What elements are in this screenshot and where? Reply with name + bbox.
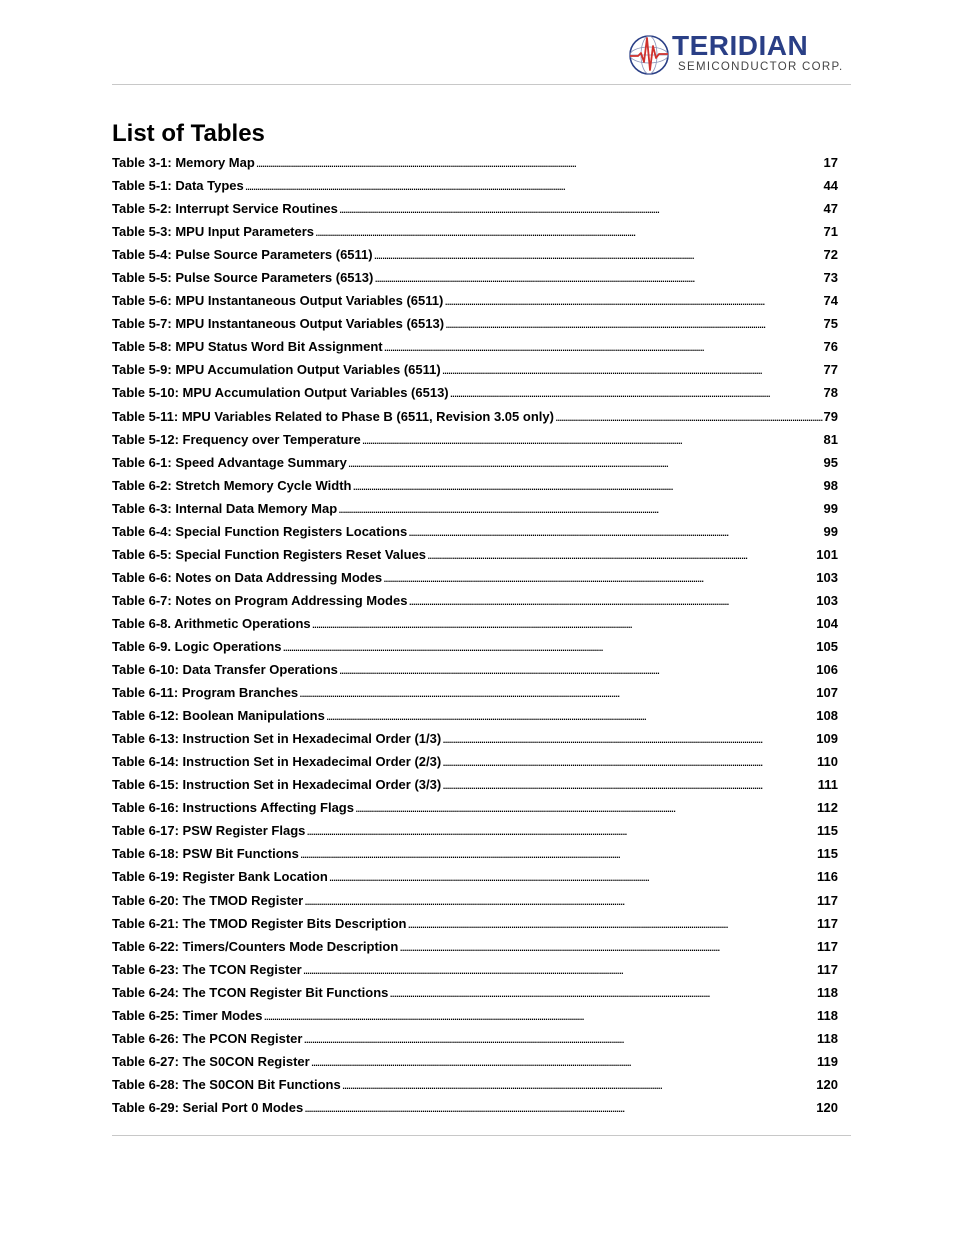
toc-entry-label: Table 6-6: Notes on Data Addressing Modes	[112, 569, 383, 585]
toc-entry-page-number: 81	[823, 431, 838, 447]
toc-entry[interactable]	[112, 819, 838, 842]
toc-entry-page-number: 107	[816, 685, 838, 701]
toc-entry-label: Table 5-5: Pulse Source Parameters (6513)	[112, 270, 374, 286]
dot-leader	[312, 616, 816, 631]
toc-entry-page-number: 117	[817, 915, 838, 931]
dot-leader	[306, 823, 816, 838]
toc-entry[interactable]	[112, 750, 838, 773]
footer-rule	[112, 1135, 851, 1136]
logo-name: TERIDIAN	[672, 30, 809, 61]
dot-leader	[442, 754, 816, 769]
dot-leader	[389, 985, 816, 1000]
toc-entry-page-number: 77	[823, 362, 838, 378]
toc-entry-label: Table 6-9. Logic Operations	[112, 639, 282, 654]
toc-entry[interactable]	[112, 151, 838, 174]
toc-entry-label: Table 5-6: MPU Instantaneous Output Variables (6511)	[112, 293, 444, 309]
dot-leader	[555, 409, 823, 424]
toc-entry-page-number: 115	[817, 823, 838, 839]
dot-leader	[311, 1054, 816, 1069]
toc-entry[interactable]	[112, 405, 838, 428]
toc-entry-page-number: 99	[823, 500, 838, 516]
toc-entry[interactable]	[112, 451, 838, 474]
toc-entry[interactable]	[112, 174, 838, 197]
page-title: List of Tables	[112, 120, 265, 147]
dot-leader	[445, 316, 822, 331]
toc-entry-label: Table 6-10: Data Transfer Operations	[112, 662, 338, 678]
toc-entry-page-number: 120	[816, 1099, 838, 1115]
toc-entry-page-number: 79	[823, 408, 838, 424]
toc-entry[interactable]	[112, 266, 838, 289]
toc-entry[interactable]	[112, 981, 838, 1004]
toc-entry[interactable]	[112, 381, 838, 404]
dot-leader	[442, 362, 823, 377]
toc-entry-page-number: 109	[816, 731, 838, 747]
dot-leader	[329, 869, 816, 884]
toc-entry-page-number: 106	[816, 662, 838, 678]
dot-leader	[362, 432, 823, 447]
dot-leader	[303, 962, 816, 977]
toc-entry-page-number: 99	[823, 523, 838, 539]
toc-entry[interactable]	[112, 589, 838, 612]
toc-entry-label: Table 5-9: MPU Accumulation Output Variables (6511)	[112, 362, 441, 378]
toc-entry-label: Table 6-8. Arithmetic Operations	[112, 615, 311, 631]
dot-leader	[374, 247, 823, 262]
toc-entry-page-number: 47	[823, 201, 838, 217]
toc-entry-label: Table 5-4: Pulse Source Parameters (6511)	[112, 247, 373, 263]
toc-entry-label: Table 6-4: Special Function Registers Locations	[112, 523, 408, 539]
toc-entry-page-number: 108	[816, 708, 838, 724]
dot-leader	[304, 893, 816, 908]
dot-leader	[355, 800, 816, 815]
dot-leader	[315, 224, 822, 239]
toc-entry-page-number: 71	[823, 224, 838, 240]
toc-entry-page-number: 118	[817, 1030, 838, 1046]
dot-leader	[444, 293, 822, 308]
teridian-logo	[628, 30, 844, 78]
toc-entry-page-number: 73	[823, 270, 838, 286]
dot-leader	[352, 478, 822, 493]
toc-entry[interactable]	[112, 335, 838, 358]
dot-leader	[442, 731, 815, 746]
dot-leader	[450, 385, 823, 400]
dot-leader	[303, 1031, 816, 1046]
toc-entry[interactable]	[112, 543, 838, 566]
toc-entry[interactable]	[112, 658, 838, 681]
toc-entry-label: Table 5-12: Frequency over Temperature	[112, 431, 361, 447]
toc-entry-page-number: 118	[817, 984, 838, 1000]
toc-entry-label: Table 6-2: Stretch Memory Cycle Width	[112, 477, 352, 493]
toc-entry-label: Table 6-14: Instruction Set in Hexadecimal Order (2/3)	[112, 754, 442, 770]
toc-entry-page-number: 104	[816, 615, 838, 631]
toc-entry-page-number: 111	[817, 777, 838, 793]
toc-entry[interactable]	[112, 842, 838, 865]
toc-entry[interactable]	[112, 935, 838, 958]
toc-entry-label: Table 6-25: Timer Modes	[112, 1007, 263, 1023]
toc-entry-label: Table 5-1: Data Types	[112, 178, 244, 194]
dot-leader	[339, 201, 823, 216]
toc-entry[interactable]	[112, 681, 838, 704]
toc-entry-label: Table 6-23: The TCON Register	[112, 961, 302, 977]
toc-entry-label: Table 6-24: The TCON Register Bit Functions	[112, 984, 389, 1000]
toc-entry[interactable]	[112, 912, 838, 935]
toc-entry-label: Table 5-11: MPU Variables Related to Phase B (6511, Revision 3.05 only)	[112, 408, 554, 424]
toc-entry-page-number: 117	[817, 938, 838, 954]
toc-entry-page-number: 116	[817, 869, 838, 885]
toc-entry[interactable]	[112, 312, 838, 335]
dot-leader	[339, 662, 815, 677]
dot-leader	[407, 916, 816, 931]
toc-entry-page-number: 76	[823, 339, 838, 355]
toc-entry-label: Table 5-2: Interrupt Service Routines	[112, 201, 338, 217]
toc-entry[interactable]	[112, 520, 838, 543]
toc-entry[interactable]	[112, 1073, 838, 1096]
toc-entry[interactable]	[112, 197, 838, 220]
toc-entry-page-number: 110	[817, 754, 838, 770]
dot-leader	[442, 777, 817, 792]
toc-entry-label: Table 6-28: The S0CON Bit Functions	[112, 1076, 341, 1092]
toc-entry-page-number: 44	[823, 178, 838, 194]
dot-leader	[326, 708, 815, 723]
toc-entry-label: Table 6-22: Timers/Counters Mode Description	[112, 938, 399, 954]
toc-entry[interactable]	[112, 1050, 838, 1073]
toc-entry-label: Table 6-7: Notes on Program Addressing Modes	[112, 592, 408, 608]
toc-entry-label: Table 6-29: Serial Port 0 Modes	[112, 1099, 304, 1115]
list-of-tables	[112, 151, 838, 1119]
toc-entry-label: Table 6-1: Speed Advantage Summary	[112, 454, 347, 470]
toc-entry-page-number: 117	[817, 961, 838, 977]
toc-entry[interactable]	[112, 796, 838, 819]
toc-entry[interactable]	[112, 1027, 838, 1050]
dot-leader	[304, 1100, 815, 1115]
toc-entry-label: Table 6-27: The S0CON Register	[112, 1053, 310, 1069]
dot-leader	[256, 155, 823, 170]
toc-entry-page-number: 103	[816, 592, 838, 608]
toc-entry-label: Table 6-17: PSW Register Flags	[112, 823, 306, 839]
toc-entry[interactable]	[112, 958, 838, 981]
toc-entry-label: Table 6-11: Program Branches	[112, 685, 299, 701]
toc-entry-page-number: 75	[823, 316, 838, 332]
toc-entry[interactable]	[112, 704, 838, 727]
toc-entry-page-number: 117	[817, 892, 838, 908]
toc-entry[interactable]	[112, 358, 838, 381]
toc-entry-label: Table 6-18: PSW Bit Functions	[112, 846, 299, 862]
toc-entry-label: Table 6-3: Internal Data Memory Map	[112, 500, 338, 516]
toc-entry-label: Table 6-5: Special Function Registers Reset Values	[112, 546, 427, 562]
dot-leader	[408, 524, 822, 539]
toc-entry-page-number: 119	[817, 1053, 838, 1069]
dot-leader	[384, 339, 823, 354]
toc-entry-page-number: 72	[823, 247, 838, 263]
dot-leader	[283, 639, 816, 654]
toc-entry[interactable]	[112, 566, 838, 589]
toc-entry[interactable]	[112, 497, 838, 520]
toc-entry[interactable]	[112, 428, 838, 451]
toc-entry-page-number: 112	[817, 800, 838, 816]
toc-entry-label: Table 6-16: Instructions Affecting Flags	[112, 800, 354, 816]
dot-leader	[427, 547, 815, 562]
dot-leader	[338, 501, 822, 516]
dot-leader	[245, 178, 823, 193]
logo-subtitle: SEMICONDUCTOR CORP.	[678, 61, 844, 73]
toc-entry[interactable]	[112, 220, 838, 243]
dot-leader	[399, 939, 816, 954]
toc-entry-page-number: 78	[823, 385, 838, 401]
dot-leader	[348, 455, 823, 470]
toc-entry[interactable]	[112, 474, 838, 497]
toc-entry-page-number: 118	[817, 1007, 838, 1023]
dot-leader	[299, 685, 815, 700]
toc-entry-label: Table 6-15: Instruction Set in Hexadecimal Order (3/3)	[112, 777, 442, 793]
toc-entry-label: Table 6-21: The TMOD Register Bits Description	[112, 915, 407, 931]
toc-entry[interactable]	[112, 635, 838, 658]
dot-leader	[342, 1077, 816, 1092]
toc-entry[interactable]	[112, 773, 838, 796]
toc-entry-label: Table 5-8: MPU Status Word Bit Assignment	[112, 339, 383, 355]
toc-entry-label: Table 5-7: MPU Instantaneous Output Variables (6513)	[112, 316, 445, 332]
toc-entry-label: Table 6-19: Register Bank Location	[112, 869, 328, 885]
dot-leader	[300, 846, 816, 861]
dot-leader	[374, 270, 822, 285]
toc-entry[interactable]	[112, 727, 838, 750]
toc-entry-label: Table 6-13: Instruction Set in Hexadecimal Order (1/3)	[112, 731, 442, 747]
waveform-globe-icon	[628, 32, 674, 78]
toc-entry[interactable]	[112, 1004, 838, 1027]
toc-entry-page-number: 103	[816, 569, 838, 585]
toc-entry[interactable]	[112, 889, 838, 912]
toc-entry-label: Table 3-1: Memory Map	[112, 155, 255, 171]
toc-entry-page-number: 74	[823, 293, 838, 309]
toc-entry-label: Table 5-3: MPU Input Parameters	[112, 224, 315, 240]
toc-entry-label: Table 6-12: Boolean Manipulations	[112, 708, 325, 724]
toc-entry-page-number: 17	[823, 155, 838, 171]
toc-entry-page-number: 115	[817, 846, 838, 862]
toc-entry[interactable]	[112, 243, 838, 266]
toc-entry-page-number: 101	[816, 546, 838, 562]
toc-entry-page-number: 105	[816, 639, 838, 654]
toc-entry-label: Table 6-26: The PCON Register	[112, 1030, 303, 1046]
toc-entry-label: Table 5-10: MPU Accumulation Output Variables (6513)	[112, 385, 449, 401]
toc-entry-page-number: 95	[823, 454, 838, 470]
toc-entry[interactable]	[112, 865, 838, 888]
dot-leader	[383, 570, 815, 585]
dot-leader	[264, 1008, 817, 1023]
dot-leader	[408, 593, 815, 608]
toc-entry[interactable]	[112, 612, 838, 635]
toc-entry-page-number: 120	[816, 1076, 838, 1092]
toc-entry-label: Table 6-20: The TMOD Register	[112, 892, 304, 908]
header-rule	[112, 84, 851, 85]
toc-entry[interactable]	[112, 289, 838, 312]
toc-entry-page-number: 98	[823, 477, 838, 493]
toc-entry[interactable]	[112, 1096, 838, 1119]
